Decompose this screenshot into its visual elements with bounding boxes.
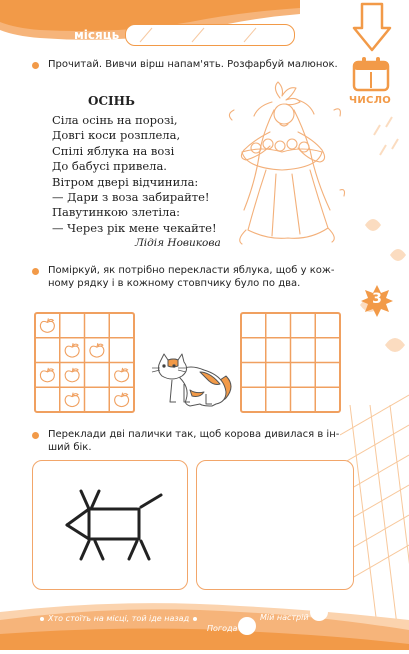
mood-label: Мій настрій [260, 613, 309, 622]
date-label: ЧИСЛО [349, 95, 392, 106]
poem-author: Лідія Новикова [135, 237, 221, 249]
poem-line: Павутинкою злетіла: [52, 205, 181, 220]
task3-line: Переклади дві палички так, щоб корова дивилася в ін- [48, 429, 340, 440]
proverb [40, 614, 197, 623]
dot-icon [193, 617, 197, 621]
poem-line: — Дари з воза забирайте! [52, 190, 210, 205]
mood-circle[interactable] [310, 603, 328, 621]
dot-icon [40, 617, 44, 621]
weather-label: Погода [207, 624, 238, 633]
task2-bullet [32, 268, 39, 275]
answer-box[interactable] [196, 460, 354, 590]
task1-bullet [32, 62, 39, 69]
weather-circle[interactable] [238, 617, 256, 635]
month-label: місяць [74, 28, 120, 42]
task2-line: ному рядку і в кожному стовпчику було по два. [48, 278, 301, 289]
poem-line: До бабусі привела. [52, 159, 167, 174]
poem-line: Вітром двері відчинила: [52, 174, 199, 189]
arrow-down-icon [352, 2, 392, 58]
poem-line: Сіла осінь на порозі, [52, 113, 178, 127]
apple-grid[interactable] [34, 312, 135, 417]
calendar-icon [352, 56, 390, 96]
poem-line: Довгі коси розплела, [52, 128, 181, 143]
empty-grid[interactable] [240, 312, 341, 417]
proverb-text: Хто стоїть на місці, той іде назад [48, 614, 190, 623]
cat-illustration [150, 350, 236, 412]
task3-bullet [32, 432, 39, 439]
cow-sticks-box[interactable] [32, 460, 188, 590]
task3-line: ший бік. [48, 442, 92, 453]
poem-title: ОСІНЬ [88, 94, 135, 108]
poem-line: Спілі яблука на возі [52, 143, 175, 158]
task1-text: Прочитай. Вивчи вірш напам'ять. Розфарбуй малюнок. [48, 59, 338, 70]
task2-text [48, 264, 348, 290]
month-input[interactable] [125, 24, 295, 46]
task3-text [48, 428, 348, 454]
page-number: 3 [372, 291, 382, 307]
autumn-lady-illustration[interactable] [222, 80, 352, 252]
poem [52, 113, 217, 236]
poem-line: — Через рік мене чекайте! [52, 220, 217, 235]
task2-line: Поміркуй, як потрібно перекласти яблука, щоб у кож- [48, 265, 335, 276]
